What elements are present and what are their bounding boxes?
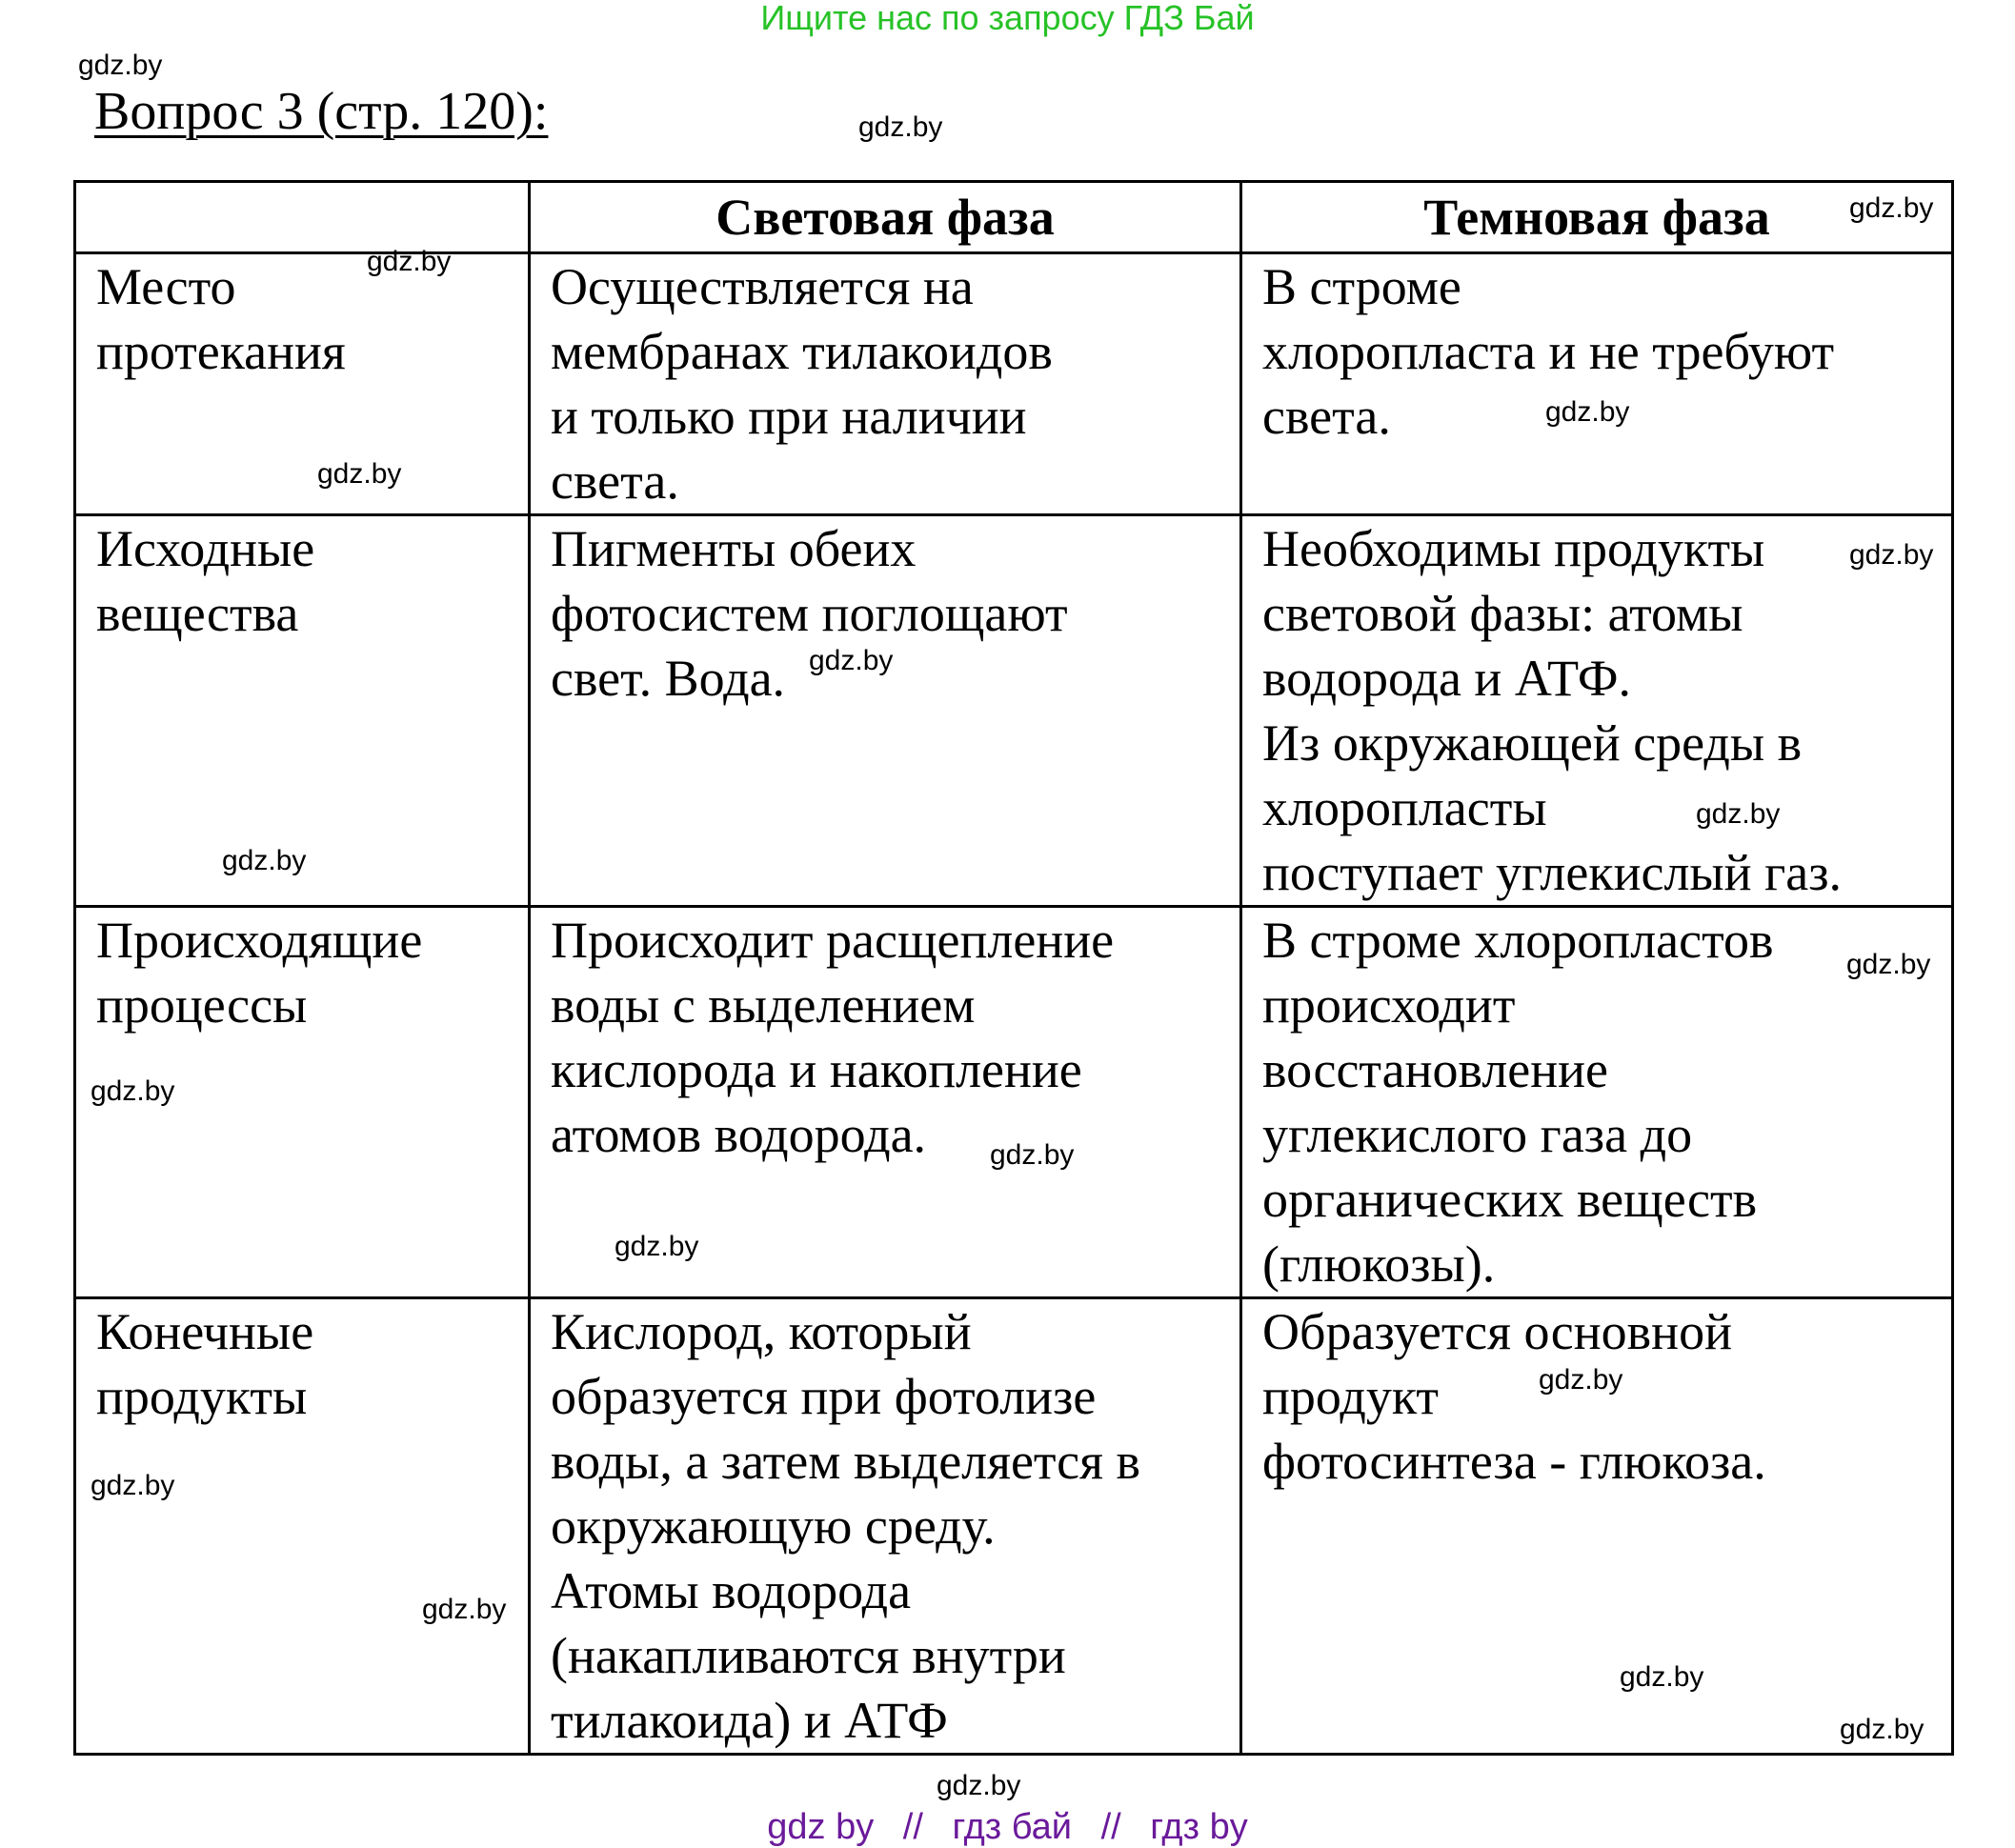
header-cell-dark-phase: Темновая фаза — [1241, 182, 1953, 253]
footer-separator: // — [1100, 1807, 1121, 1847]
footer-link[interactable]: гдз бай — [952, 1807, 1073, 1847]
watermark: gdz.by — [91, 1470, 175, 1501]
dark-phase-text: Образуется основной продукт фотосинтеза - глюкоза. — [1262, 1303, 1766, 1490]
watermark: gdz.by — [1849, 192, 1934, 224]
footer-link[interactable]: gdz by — [767, 1807, 875, 1847]
watermark: gdz.by — [78, 50, 163, 81]
row-label: Происходящие процессы — [96, 912, 423, 1034]
watermark: gdz.by — [91, 1075, 175, 1107]
watermark: gdz.by — [615, 1231, 699, 1262]
watermark: gdz.by — [317, 458, 402, 490]
watermark: gdz.by — [809, 645, 894, 676]
light-phase-cell — [530, 253, 1241, 515]
table-row — [75, 515, 1953, 907]
row-label-cell — [75, 253, 530, 515]
row-label: Исходные вещества — [96, 520, 315, 642]
page-title: Вопрос 3 (стр. 120): — [94, 82, 549, 141]
watermark: gdz.by — [1545, 396, 1630, 428]
dark-phase-text: Необходимы продукты световой фазы: атомы водорода и АТФ. Из окружающей среды в хлоропласты поступает углекислый газ. — [1262, 520, 1843, 901]
watermark: gdz.by — [422, 1594, 507, 1625]
watermark: gdz.by — [1539, 1364, 1623, 1396]
row-label-cell — [75, 1298, 530, 1755]
row-label: Конечные продукты — [96, 1303, 314, 1425]
table-header-row — [75, 182, 1953, 253]
light-phase-text: Происходит расщепление воды с выделением кислорода и накопление атомов водорода. — [551, 912, 1115, 1163]
watermark: gdz.by — [990, 1139, 1075, 1171]
watermark: gdz.by — [1840, 1714, 1924, 1745]
footer-separator: // — [902, 1807, 923, 1847]
watermark: gdz.by — [367, 246, 452, 277]
watermark: gdz.by — [937, 1770, 1021, 1801]
light-phase-text: Кислород, который образуется при фотолизе воды, а затем выделяется в окружающую среду. Атомы водорода (накапливаются внутри тилакоида) и АТФ — [551, 1303, 1140, 1749]
top-banner: Ищите нас по запросу ГДЗ Бай — [760, 0, 1255, 37]
table-row — [75, 907, 1953, 1298]
header-cell-empty — [75, 182, 530, 253]
footer-link[interactable]: гдз by — [1150, 1807, 1248, 1847]
footer-links — [0, 1806, 2015, 1848]
watermark: gdz.by — [1696, 798, 1781, 830]
dark-phase-cell — [1241, 515, 1953, 907]
watermark: gdz.by — [858, 111, 943, 143]
light-phase-text: Осуществляется на мембранах тилакоидов и только при наличии света. — [551, 258, 1053, 510]
dark-phase-text: В строме хлоропластов происходит восстановление углекислого газа до органических веществ (глюкозы). — [1262, 912, 1774, 1293]
row-label: Место протекания — [96, 258, 346, 380]
dark-phase-text: В строме хлоропласта и не требуют света. — [1262, 258, 1835, 445]
header-cell-light-phase: Световая фаза — [530, 182, 1241, 253]
watermark: gdz.by — [1849, 539, 1934, 571]
light-phase-cell — [530, 515, 1241, 907]
phases-table — [73, 180, 1954, 1756]
watermark: gdz.by — [1846, 949, 1931, 980]
watermark: gdz.by — [1620, 1661, 1704, 1693]
dark-phase-cell — [1241, 253, 1953, 515]
light-phase-cell — [530, 1298, 1241, 1755]
watermark: gdz.by — [222, 845, 307, 876]
light-phase-text: Пигменты обеих фотосистем поглощают свет. Вода. — [551, 520, 1068, 707]
